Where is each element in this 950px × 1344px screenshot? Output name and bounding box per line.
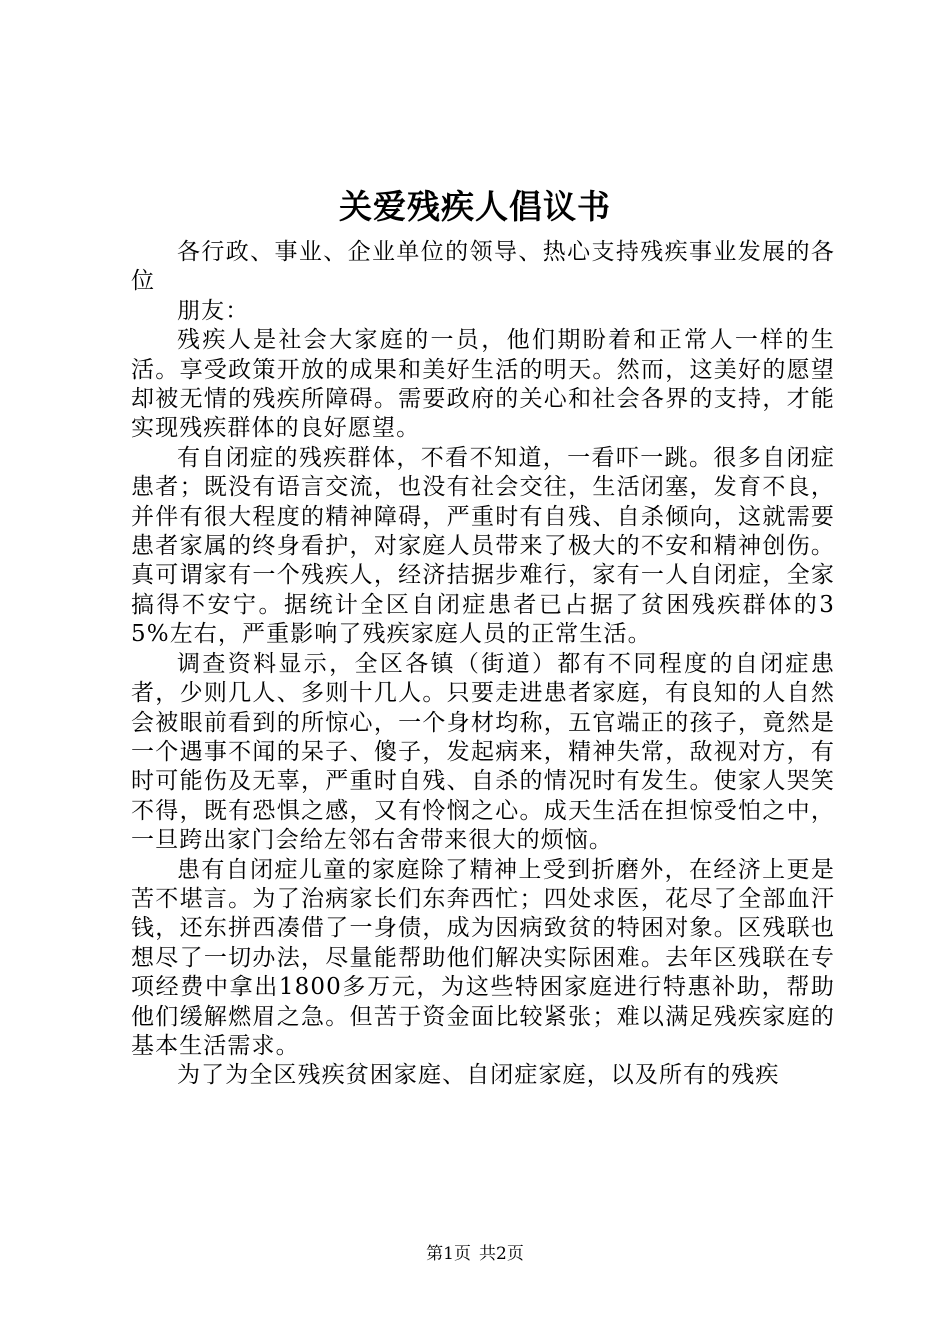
page-number: 第1页 <box>426 1244 471 1264</box>
page-total: 共2页 <box>479 1244 524 1264</box>
body-paragraph: 残疾人是社会大家庭的一员，他们期盼着和正常人一样的生活。享受政策开放的成果和美好生活的明天。然而，这美好的愿望却被无情的残疾所障碍。需要政府的关心和社会各界的支持，才能实现残疾群体的良好愿望。 <box>131 327 835 442</box>
body-paragraph: 有自闭症的残疾群体，不看不知道，一看吓一跳。很多自闭症患者；既没有语言交流，也没有社会交往，生活闭塞，发育不良，并伴有很大程度的精神障碍，严重时有自残、自杀倾向，这就需要患者家属的终身看护，对家庭人员带来了极大的不安和精神创伤。真可谓家有一个残疾人，经济拮据步难行，家有一人自闭症，全家搞得不安宁。据统计全区自闭症患者已占据了贫困残疾群体的35%左右，严重影响了残疾家庭人员的正常生活。 <box>131 444 835 648</box>
greeting-line-continued: 朋友： <box>177 297 250 324</box>
body-paragraph: 调查资料显示，全区各镇（街道）都有不同程度的自闭症患者，少则几人、多则十几人。只要走进患者家庭，有良知的人自然会被眼前看到的所惊心，一个身材均称，五官端正的孩子，竟然是一个遇事不闻的呆子、傻子，发起病来，精神失常，敌视对方，有时可能伤及无辜，严重时自残、自杀的情况时有发生。使家人哭笑不得，既有恐惧之感，又有怜悯之心。成天生活在担惊受怕之中，一旦跨出家门会给左邻右舍带来很大的烦恼。 <box>131 650 835 854</box>
document-title: 关爱残疾人倡议书 <box>339 187 611 226</box>
body-paragraph: 患有自闭症儿童的家庭除了精神上受到折磨外，在经济上更是苦不堪言。为了治病家长们东奔西忙；四处求医，花尽了全部血汗钱，还东拼西凑借了一身债，成为因病致贫的特困对象。区残联也想尽了一切办法，尽量能帮助他们解决实际困难。去年区残联在专项经费中拿出1800多万元，为这些特困家庭进行特惠补助，帮助他们缓解燃眉之急。但苦于资金面比较紧张；难以满足残疾家庭的基本生活需求。 <box>131 856 835 1059</box>
body-paragraph: 为了为全区残疾贫困家庭、自闭症家庭，以及所有的残疾 <box>177 1062 780 1089</box>
page-footer <box>0 1242 950 1266</box>
greeting-line: 各行政、事业、企业单位的领导、热心支持残疾事业发展的各位 <box>131 239 835 295</box>
document-body <box>131 238 835 1091</box>
